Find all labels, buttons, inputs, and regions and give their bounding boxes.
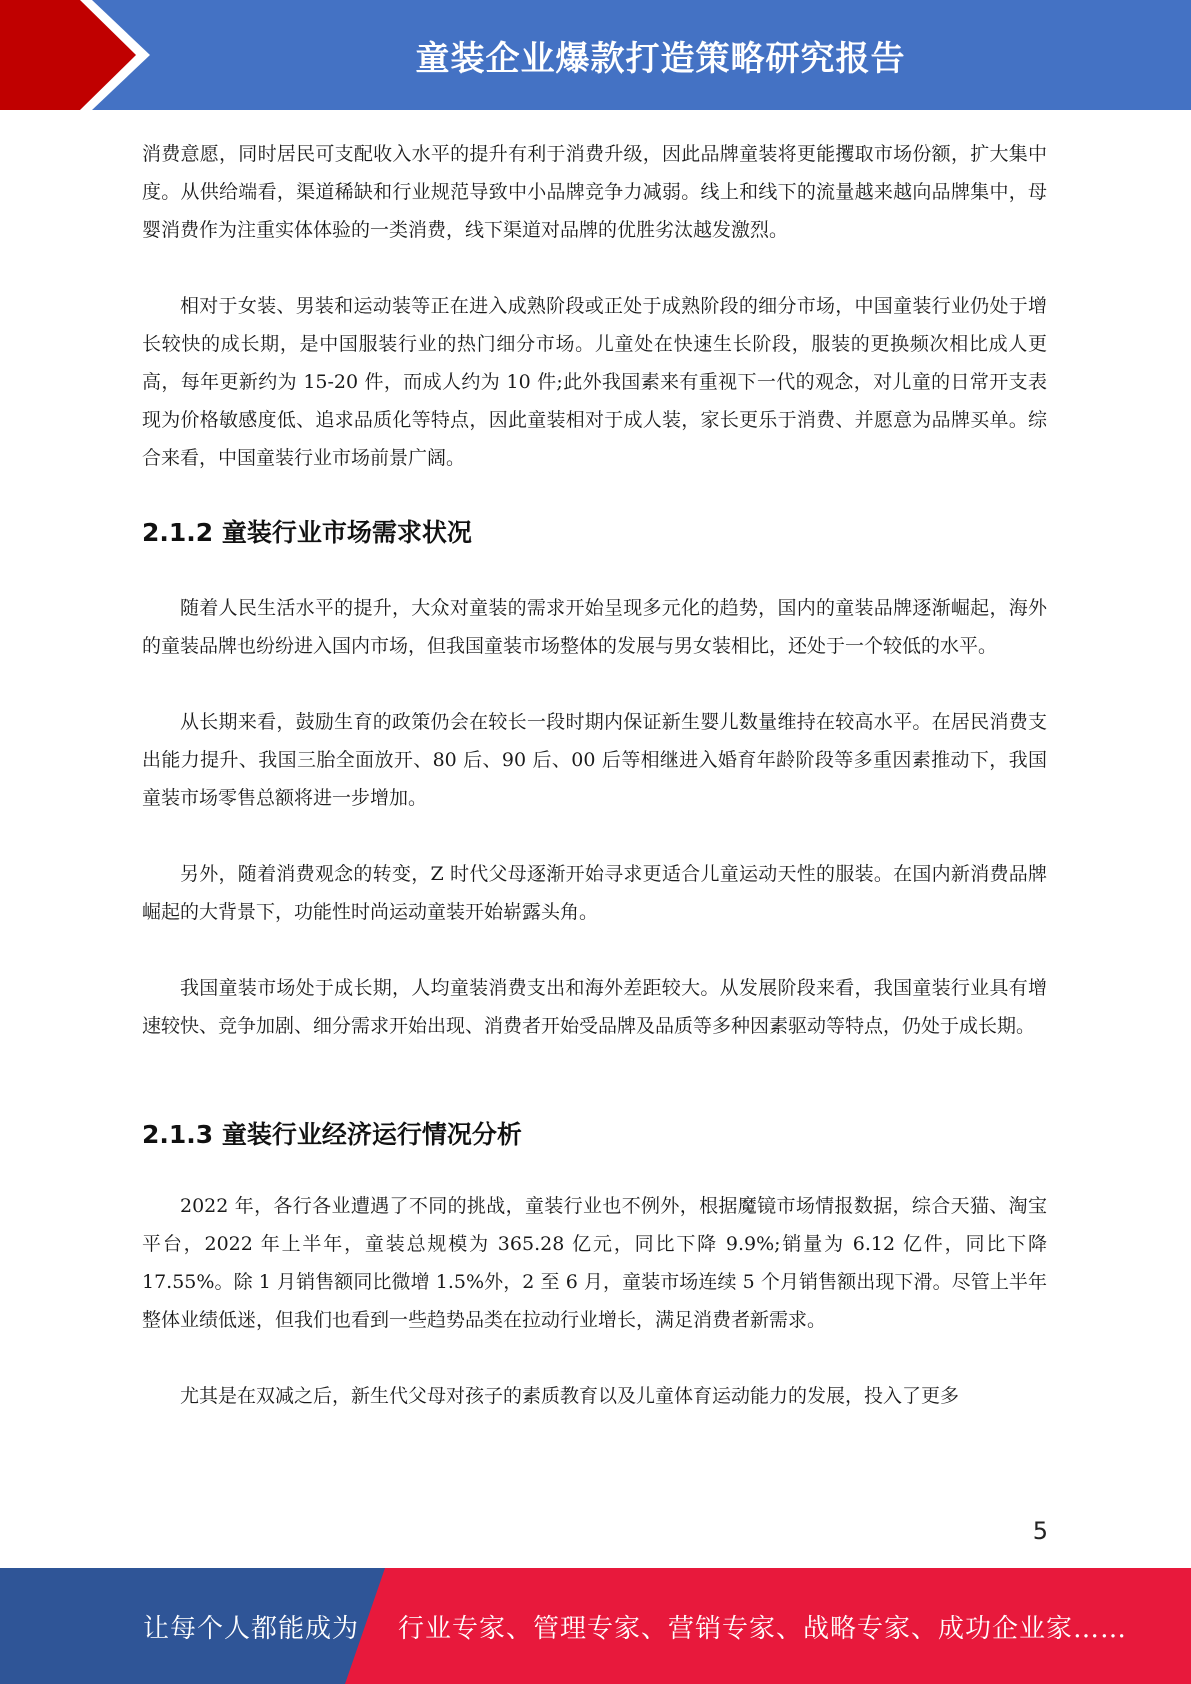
paragraph: 2022 年，各行各业遭遇了不同的挑战，童装行业也不例外，根据魔镜市场情报数据，综合天猫、淘宝平台，2022 年上半年，童装总规模为 365.28 亿元，同比下降 9.9%;销量为 6.12 亿件，同比下降 17.55%。除 1 月销售额同比微增 1.5%外，2 至 6 月，童装市场连续 5 个月销售额出现下滑。尽管上半年整体业绩低迷，但我们也看到一些趋势品类在拉动行业增长，满足消费者新需求。 xyxy=(142,1195,1047,1331)
footer-slogan-right: 行业专家、管理专家、营销专家、战略专家、成功企业家…… xyxy=(398,1613,1128,1644)
paragraph: 随着人民生活水平的提升，大众对童装的需求开始呈现多元化的趋势，国内的童装品牌逐渐崛起，海外的童装品牌也纷纷进入国内市场，但我国童装市场整体的发展与男女装相比，还处于一个较低的水平。 xyxy=(142,597,1047,657)
paragraph: 我国童装市场处于成长期，人均童装消费支出和海外差距较大。从发展阶段来看，我国童装行业具有增速较快、竞争加剧、细分需求开始出现、消费者开始受品牌及品质等多种因素驱动等特点，仍处于成长期。 xyxy=(142,977,1047,1037)
paragraph: 消费意愿，同时居民可支配收入水平的提升有利于消费升级，因此品牌童装将更能攫取市场份额，扩大集中度。从供给端看，渠道稀缺和行业规范导致中小品牌竞争力减弱。线上和线下的流量越来越向品牌集中，母婴消费作为注重实体体验的一类消费，线下渠道对品牌的优胜劣汰越发激烈。 xyxy=(142,143,1047,241)
paragraph: 从长期来看，鼓励生育的政策仍会在较长一段时期内保证新生婴儿数量维持在较高水平。在居民消费支出能力提升、我国三胎全面放开、80 后、90 后、00 后等相继进入婚育年龄阶段等多重因素推动下，我国童装市场零售总额将进一步增加。 xyxy=(142,711,1047,809)
page-body xyxy=(142,135,1047,1415)
header-banner xyxy=(0,0,1191,110)
report-title: 童装企业爆款打造策略研究报告 xyxy=(415,38,906,79)
page-number: 5 xyxy=(1032,1517,1048,1545)
paragraph: 相对于女装、男装和运动装等正在进入成熟阶段或正处于成熟阶段的细分市场，中国童装行业仍处于增长较快的成长期，是中国服装行业的热门细分市场。儿童处在快速生长阶段，服装的更换频次相比成人更高，每年更新约为 15-20 件，而成人约为 10 件;此外我国素来有重视下一代的观念，对儿童的日常开支表现为价格敏感度低、追求品质化等特点，因此童装相对于成人装，家长更乐于消费、并愿意为品牌买单。综合来看，中国童装行业市场前景广阔。 xyxy=(142,295,1047,469)
paragraph: 另外，随着消费观念的转变，Z 时代父母逐渐开始寻求更适合儿童运动天性的服装。在国内新消费品牌崛起的大背景下，功能性时尚运动童装开始崭露头角。 xyxy=(142,863,1047,923)
paragraph: 尤其是在双减之后，新生代父母对孩子的素质教育以及儿童体育运动能力的发展，投入了更多 xyxy=(180,1385,960,1407)
section-heading: 2.1.2 童装行业市场需求状况 xyxy=(142,518,472,547)
section-heading: 2.1.3 童装行业经济运行情况分析 xyxy=(142,1120,522,1149)
footer-banner xyxy=(0,1568,1191,1684)
header-arrow-decoration xyxy=(0,0,160,110)
footer-slogan-left: 让每个人都能成为 xyxy=(143,1613,360,1644)
